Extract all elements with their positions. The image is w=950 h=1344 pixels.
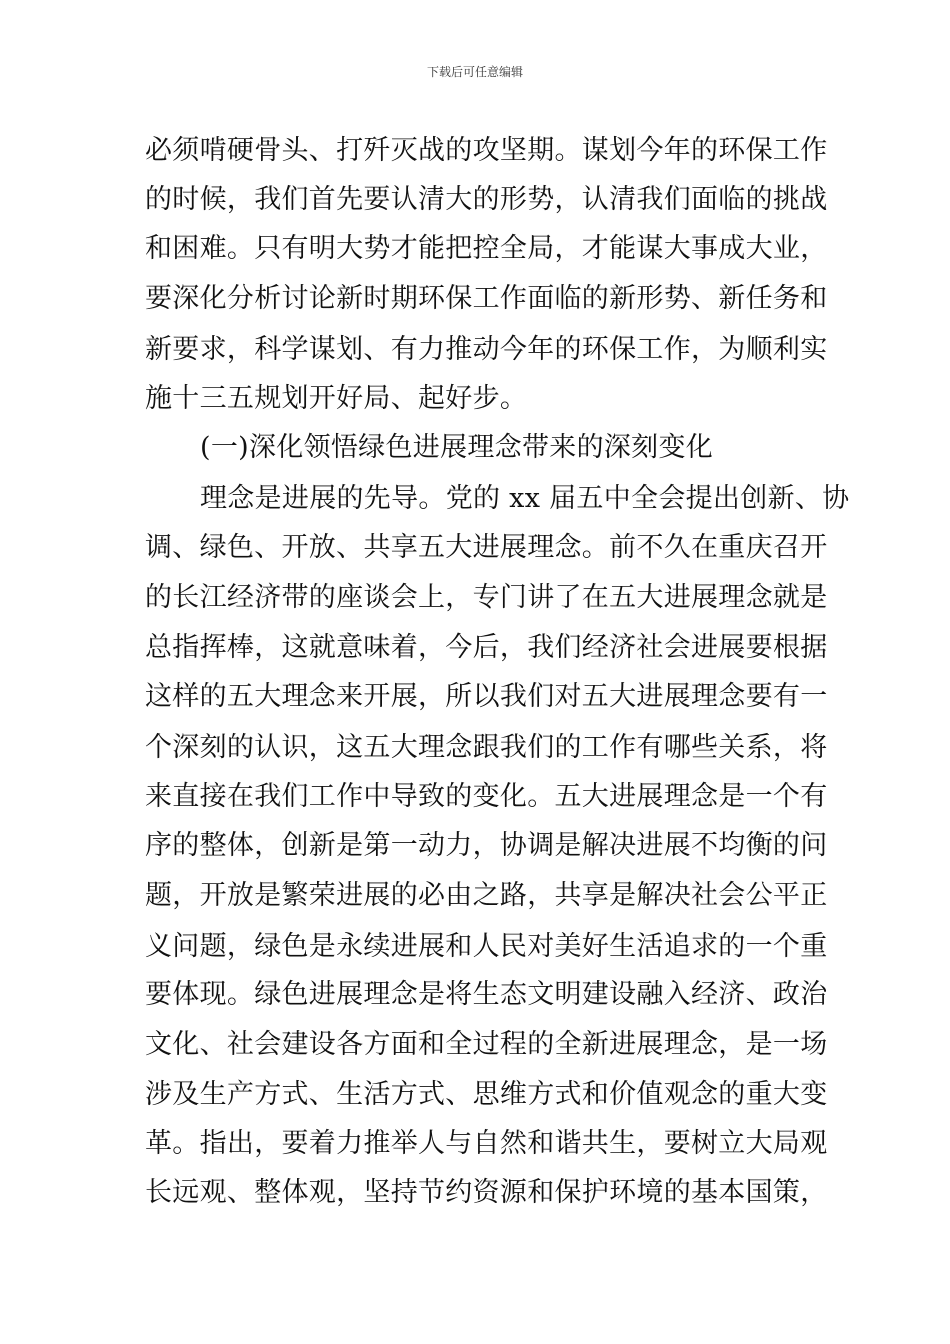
paragraph-start: 理念是进展的先导。党的 xx 届五中全会提出创新、协	[200, 483, 850, 514]
text-line: 必须啃硬骨头、打歼灭战的攻坚期。谋划今年的环保工作	[145, 135, 828, 166]
text-line: 涉及生产方式、生活方式、思维方式和价值观念的重大变	[145, 1079, 828, 1110]
text-line: 题，开放是繁荣进展的必由之路，共享是解决社会公平正	[145, 880, 828, 911]
text-line: 个深刻的认识，这五大理念跟我们的工作有哪些关系，将	[145, 732, 828, 763]
text-line: 的时候，我们首先要认清大的形势，认清我们面临的挑战	[145, 184, 828, 215]
text-line: 革。指出，要着力推举人与自然和谐共生，要树立大局观	[145, 1128, 828, 1159]
text-line: 的长江经济带的座谈会上，专门讲了在五大进展理念就是	[145, 582, 828, 613]
text-line: 新要求，科学谋划、有力推动今年的环保工作，为顺利实	[145, 334, 828, 365]
text-line: 调、绿色、开放、共享五大进展理念。前不久在重庆召开	[145, 532, 828, 563]
text-line: 总指挥棒，这就意味着，今后，我们经济社会进展要根据	[145, 632, 828, 663]
text-line: 施十三五规划开好局、起好步。	[145, 383, 528, 414]
page-header: 下载后可任意编辑	[426, 65, 523, 79]
text-line: 序的整体，创新是第一动力，协调是解决进展不均衡的问	[145, 830, 828, 861]
text-line: 义问题，绿色是永续进展和人民对美好生活追求的一个重	[145, 931, 828, 962]
text-line: 来直接在我们工作中导致的变化。五大进展理念是一个有	[145, 781, 828, 812]
text-line: 要深化分析讨论新时期环保工作面临的新形势、新任务和	[145, 283, 828, 314]
text-line: 文化、社会建设各方面和全过程的全新进展理念，是一场	[145, 1029, 828, 1060]
text-line: 要体现。绿色进展理念是将生态文明建设融入经济、政治	[145, 979, 828, 1010]
text-line: 长远观、整体观，坚持节约资源和保护环境的基本国策，	[145, 1177, 828, 1208]
text-line: 和困难。只有明大势才能把控全局，才能谋大事成大业，	[145, 233, 828, 264]
text-line: 这样的五大理念来开展，所以我们对五大进展理念要有一	[145, 681, 828, 712]
section-heading: (一)深化领悟绿色进展理念带来的深刻变化	[200, 432, 714, 463]
